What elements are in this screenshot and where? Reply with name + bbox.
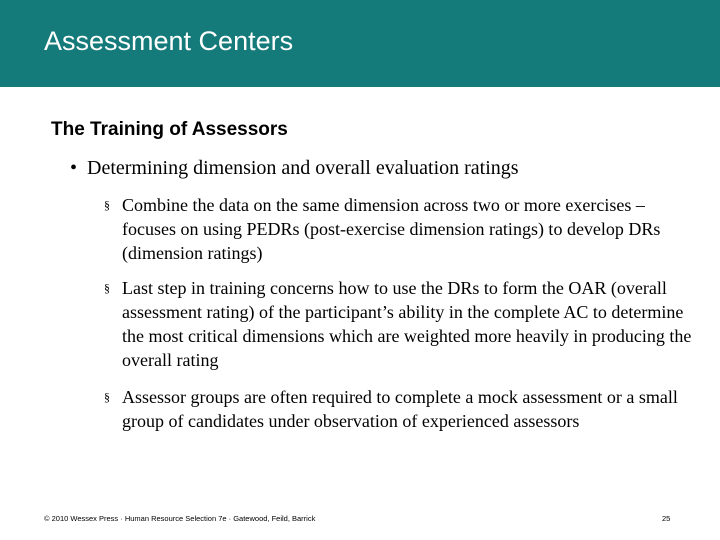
bullet-dot: • — [70, 157, 78, 179]
slide-subtitle: The Training of Assessors — [51, 119, 288, 140]
section-marker: § — [104, 390, 110, 404]
page-number: 25 — [662, 514, 671, 523]
sub-bullet-text: Assessor groups are often required to complete a mock assessment or a small group of candidates under observation of experienced assessors — [122, 387, 678, 431]
sub-bullet-2 — [104, 276, 694, 372]
section-marker: § — [104, 198, 110, 212]
section-marker: § — [104, 281, 110, 295]
sub-bullet-text: Last step in training concerns how to use the DRs to form the OAR (overall assessment rating) of the participant’s ability in the complete AC to determine the most critical dimensions which are weighted more heavily in producing the overall rating — [122, 278, 692, 370]
main-bullet — [70, 155, 519, 181]
main-bullet-text: Determining dimension and overall evaluation ratings — [87, 157, 519, 179]
sub-bullet-3 — [104, 385, 694, 433]
footer-copyright: © 2010 Wessex Press · Human Resource Selection 7e · Gatewood, Feild, Barrick — [44, 514, 316, 523]
sub-bullet-text: Combine the data on the same dimension across two or more exercises – focuses on using PEDRs (post-exercise dimension ratings) to develop DRs (dimension ratings) — [122, 195, 661, 263]
slide-title: Assessment Centers — [44, 26, 294, 56]
sub-bullet-1 — [104, 193, 694, 265]
header-bar — [0, 0, 720, 87]
